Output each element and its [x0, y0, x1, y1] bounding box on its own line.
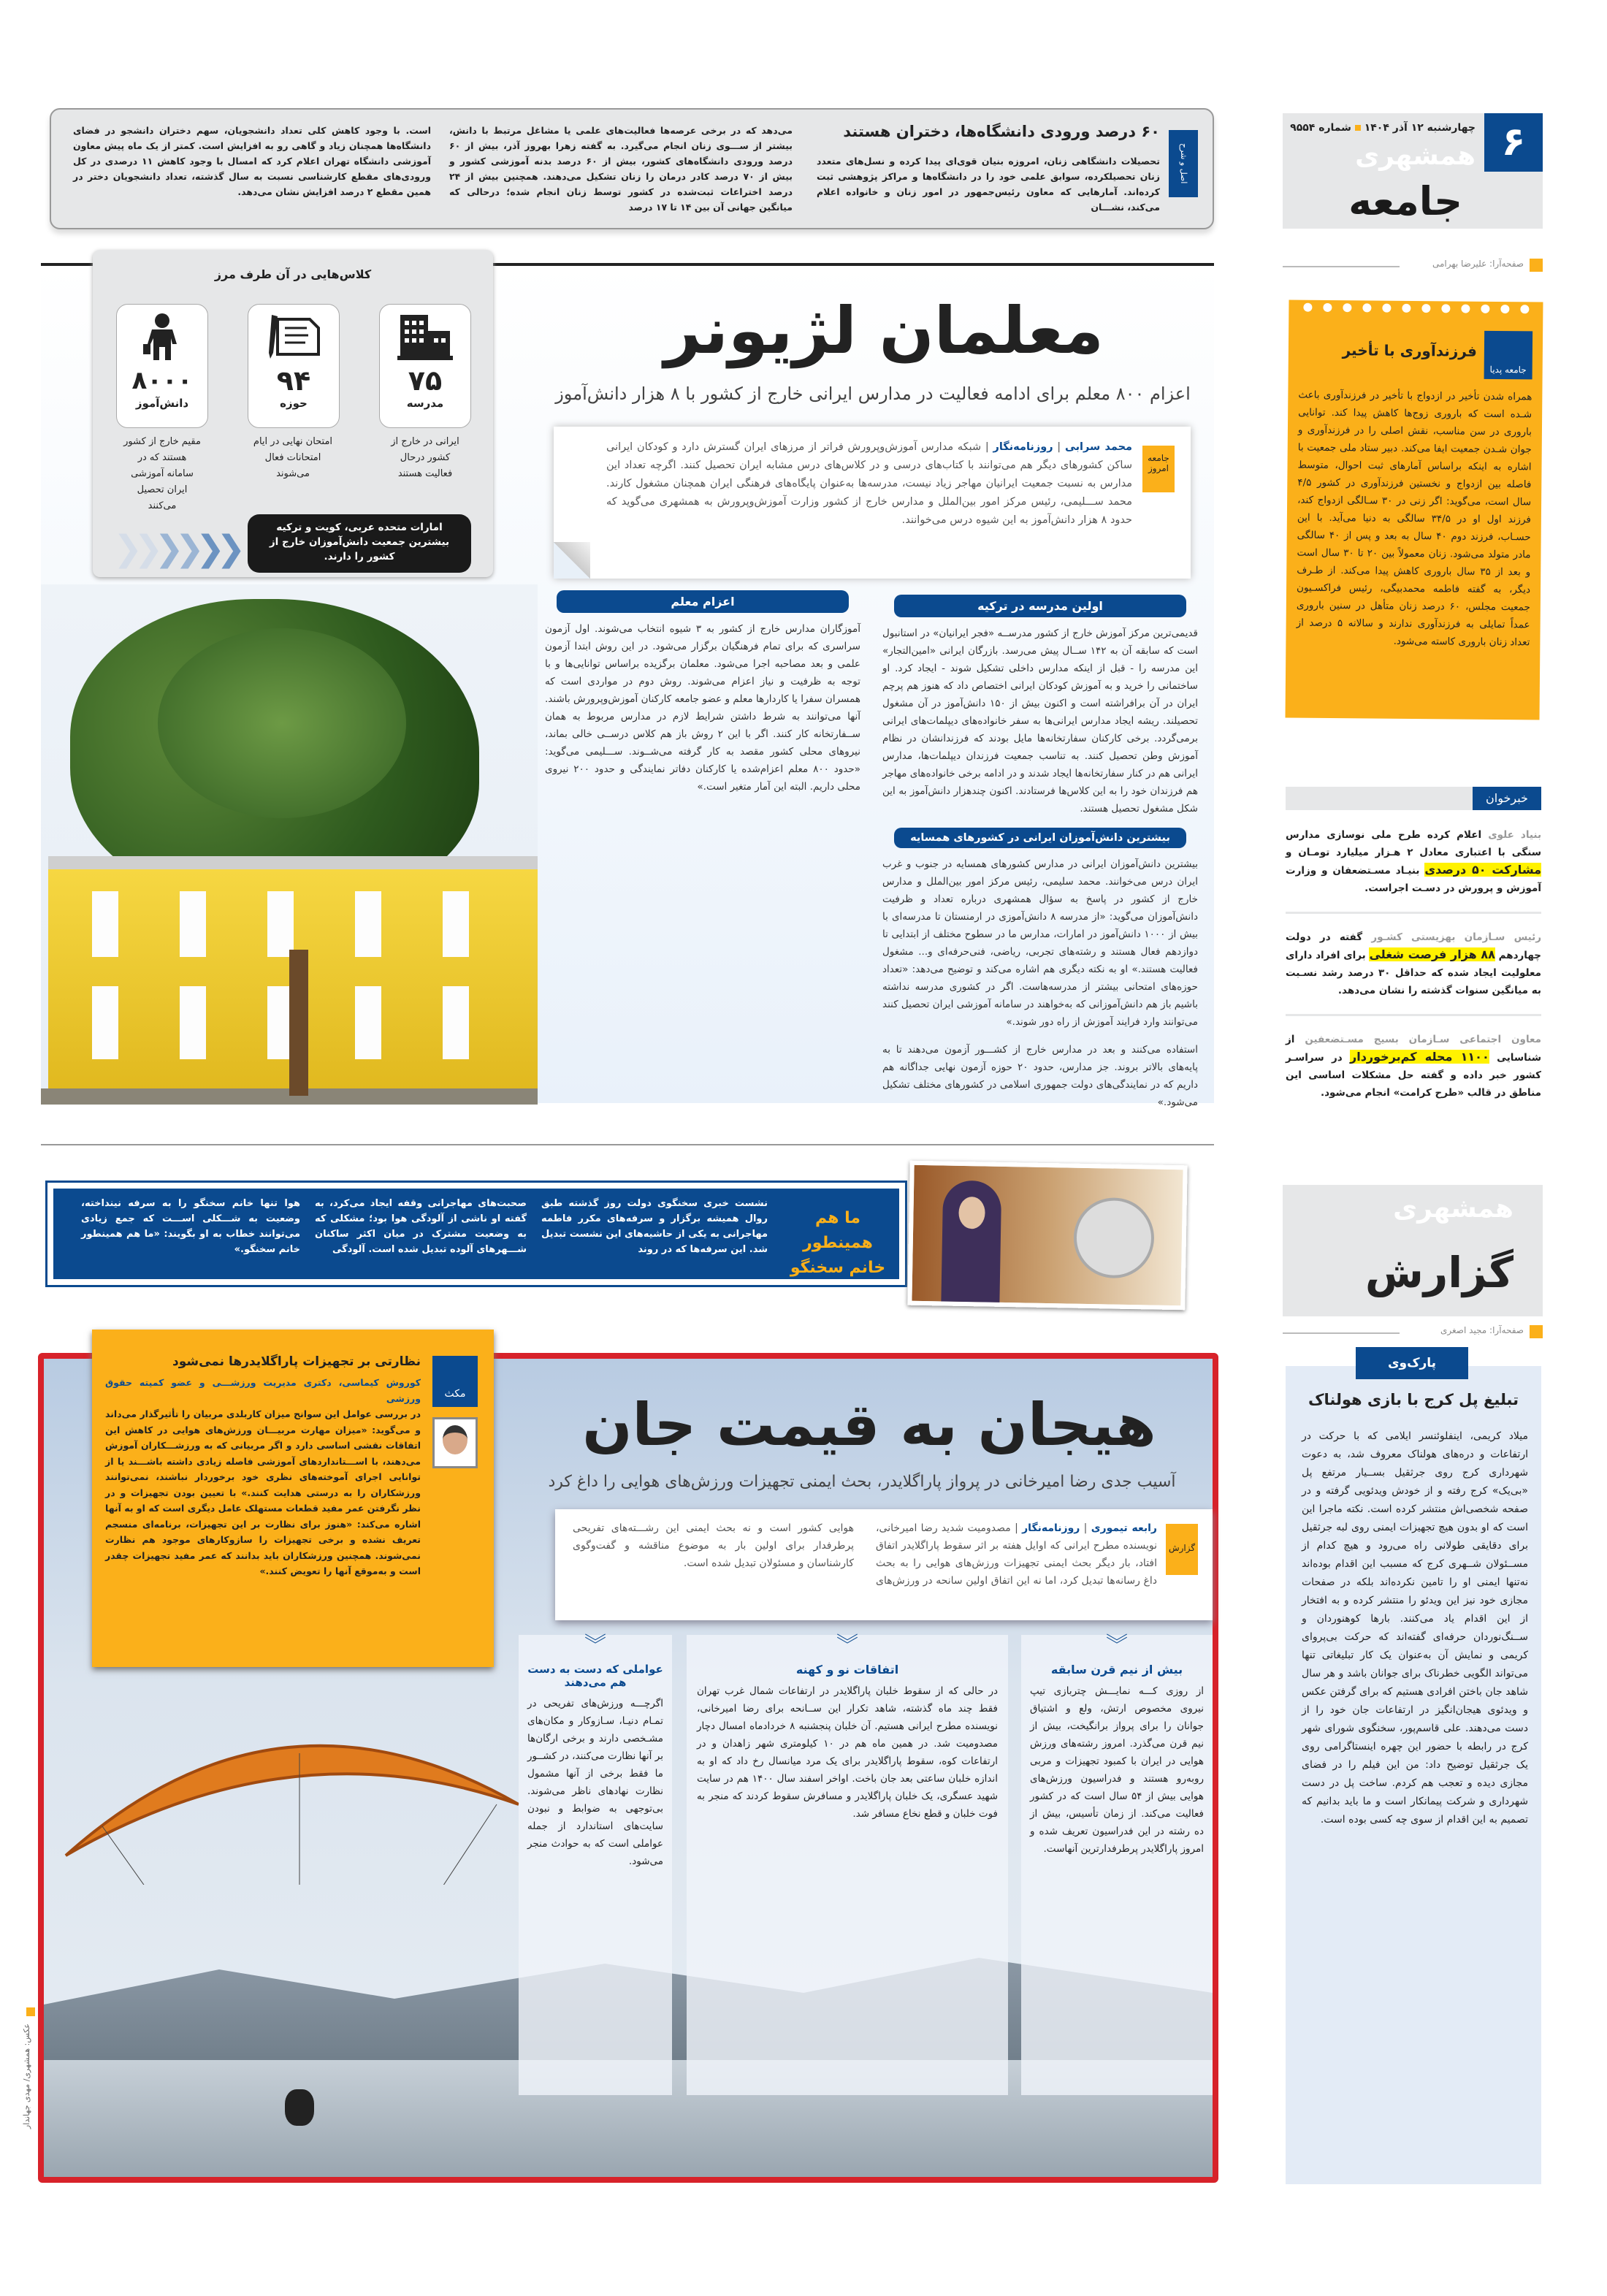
paraglider-wing — [58, 1695, 526, 1885]
paper-logo: همشهری — [1355, 141, 1476, 171]
top-strip-col3: است. با وجود کاهش کلی تعداد دانشجویان، سهم دختران دانشجو در فضای دانشگاه‌ها همچنان زیاد و گاهی رو به افزایش است. کمتر از یک ماه پیش معاون آموزشی دانشگاه تهران اعلام کرد که امسال با وجود کاهش ۱۱ درصدی در کل ورودی‌های مقطع کارشناسی نسبت به سال گذشته، تعداد دانشجویان دختر در همین مقطع ۲ درصد افزایش نشان می‌دهد. — [73, 125, 431, 197]
makth-byline: کوروش کیماسی، دکتری مدیریت ورزشـــی و عضو کمیته حقوق ورزشی — [105, 1377, 421, 1404]
top-strip-col2: می‌دهد که در برخی عرصه‌ها فعالیت‌های علمی یا مشاغل مرتبط با دانش، بیشتر از ســـوی زنان انجام می‌گیرد. به گفته زهرا بهروز آذر، بیش از ۶۰ درصد ورودی دانشگاه‌های کشور، بیش از ۶۰ درصد بدنه آموزشی کشور و بیش از ۷۰ درصد کادر درمان را زنان تشکیل می‌دهند. همچنین بیش از ۲۴ درصد اختراعات ثبت‌شده در کشور توسط زنان انجام شده؛ درحالی که میانگین جهانی آن بین ۱۴ تا ۱۷ درصد — [449, 125, 793, 213]
infographic — [93, 250, 493, 577]
body-continued: استفاده می‌کنند و بعد در مدارس خارج از کشـــور آزمون می‌دهند تا به پایه‌های بالاتر بروند. جز مدارس، حدود ۲۰ حوزه آزمون نهایی جداگانه هم داریم که در نمایندگی‌های دولت جمهوری اسلامی در کشورهای مختلف تشکیل می‌شود.» — [882, 1044, 1198, 1108]
author-name: محمد سرابی — [1064, 441, 1133, 453]
brief-item — [1286, 928, 1541, 999]
banner-title: ما هم همینطور خانم سخنگو — [790, 1209, 886, 1277]
author-role: روزنامه‌نگار — [993, 441, 1053, 453]
separator-square-icon — [1355, 125, 1361, 131]
brief-text: از شناسایی — [1286, 1034, 1541, 1064]
section-divider — [41, 1144, 1214, 1145]
stat-desc: مقیم خارج از کشور هستند که در سامانه آموزشی ایران تحصیل می‌کنند — [123, 436, 201, 511]
brief-rest: بنیـاد مسـتضعفان و وزارت آموزش و پرورش در دسـت اجراست. — [1286, 865, 1541, 894]
column-text: از روزی کـــه نمایـــش چتربازی تیپ نیروی مخصوص ارتش، ولع و اشتیاق جوانان را برای پرواز برانگیخت، بیش از نیم قرن می‌گذرد. امروز رشته‌های ورزش هوایی در ایران با کمبود تجهیزات و مربی روبه‌رو هستند و فدراسیون ورزش‌های هوایی بیش از ۵۴ سال است که در کشور فعالیت می‌کند. از زمان تأسیس، بیش از ده رشته در این فدراسیون تعریف شده و امروز پاراگلایدر پرطرفدارترین آنهاست. — [1030, 1685, 1204, 1855]
column-title: اتفاقات نو و کهنه — [795, 1663, 899, 1677]
banner-col2: صحبت‌های مهاجرانی وقفه ایجاد می‌کرد، به گفته او ناشی از آلودگی هوا بود؛ مشکلی که به وضعیت مشترک در میان اکثر ساکنان شـــهرهای آلوده تبدیل شده است. آلودگی — [315, 1198, 527, 1255]
student-icon — [133, 312, 191, 362]
brief-item — [1286, 826, 1541, 897]
author-role: روزنامه‌نگار — [1022, 1522, 1080, 1534]
credit-marker-icon — [1530, 1325, 1543, 1338]
body-first-school: قدیمی‌ترین مرکز آموزش خارج از کشور مدرســه «فجر ایرانیان» در استانبول است که سابقه آن به ۱۴۲ ســال پیش می‌رسد. بازرگان ایرانی «امین‌التجار» این مدرسه را - قبل از اینکه مدارس داخلی تشکیل شوند - ایجاد کرد. او ساختمانی را خرید و به آموزش کودکان ایرانی اختصاص داد که هنوز هم پرچم ایران در آن برافراشته است و اکنون بیش از ۱۵۰ دانش‌آموز در آن مشغول تحصیلند. ریشه ایجاد مدارس ایرانی‌ها به سفر خانواده‌های دیپلمات‌های ایرانی برمی‌گردد. برخی کارکنان سفارتخانه‌ها مایل بودند که فرزندانشان در نظام آموزش وطن تحصیل کنند. به تناسب جمعیت فرزندان دیپلمات‌ها، مدارس ایرانی هم در کنار سفارتخانه‌ها ایجاد شدند و در ادامه برخی خانواده‌های مهاجر هم فرزندان خود را به این کلاس‌ها فرستادند. اکنون چندهزار دانش‌آموز به این شکل مشغول تحصیل هستند. — [882, 628, 1199, 815]
parkway-box — [1286, 1356, 1541, 2184]
brief-rest: در سراسـر کشور خبر داده و گفته حل مشکلات اساسی این مناطق در قالب «طرح کرامت» انجام می‌شود. — [1286, 1052, 1541, 1099]
speaker-photo — [907, 1161, 1187, 1311]
brief-text: گفته در دولت چهاردهم — [1286, 931, 1542, 961]
issue-number: شماره ۹۵۵۴ — [1290, 122, 1351, 134]
note-title: فرزندآوری با تأخیر — [1342, 341, 1478, 360]
banner-col3: هوا تنها خانم سخنگو را به سرفه نینداخته، وضعیت به شـــکلی اســـت که جمع زیادی می‌توانند خطاب به او بگویند: «ما هم همینطور خانم سخنگو.» — [81, 1198, 300, 1255]
page-number: ۶ — [1484, 113, 1543, 172]
date-line — [1290, 122, 1476, 134]
masthead — [1283, 113, 1543, 229]
page-curl-icon — [554, 542, 590, 579]
note-tag: جامعه پدیا — [1484, 331, 1533, 380]
brief-source: معاون اجتماعی سـازمان بسیج مسـتضعفین — [1305, 1034, 1541, 1045]
makth-box — [92, 1330, 494, 1667]
section-title: جامعه — [1348, 178, 1462, 224]
infographic-title: کلاس‌هایی در آن طرف مرز — [214, 267, 372, 281]
lead-tag: گزارش — [1166, 1524, 1198, 1575]
column-title: عواملی که دست به دست هم می‌دهند — [527, 1663, 663, 1689]
top-strip-tag: اصل و شرح — [1169, 130, 1198, 197]
report-column — [519, 1635, 672, 2095]
brief-source: بنیاد علوی — [1488, 829, 1542, 841]
designer-credit — [1283, 1324, 1543, 1340]
expert-photo — [432, 1417, 478, 1468]
brief-text: اعلام کرده طرح ملی نوسازی مدارس سنگی با اعتباری معادل ۲ هـزار میلیارد تومـان و — [1286, 829, 1541, 858]
column-text: در حالی که از سقوط خلبان پاراگلایدر در ارتفاعات شمال غرب تهران فقط چند ماه گذشته، شاهد تکرار این ســانحه برای رضا امیرخانی، نویسنده مطرح ایرانی هستیم. آن خلبان پنجشنبه ۸ خردادماه امسال دچار مصدومیت شد. در همین ماه هم در ۱۰ کیلومتری شهر زاهدان و در ارتفاعات کوه، سقوط پاراگلایدر برای یک مرد میانسال رخ داد که او به اندازه خلبان ساعتی بعد جان باخت. اواخر اسفند سال ۱۴۰۰ هم در سایت شهید عسگری، یک خلبان پاراگلایدر و مسافرش سقوط کردند که منجر به فوت خلبان و قطع نخاع مسافر شد. — [697, 1685, 999, 1820]
subhead-first-school: اولین مدرسه در ترکیه — [894, 595, 1186, 617]
double-chevron-down-icon: ︾ — [1106, 1633, 1128, 1658]
stat-value: ۹۴ — [276, 365, 311, 397]
lead-tag: جامعه امروز — [1142, 446, 1175, 492]
report-masthead — [1283, 1185, 1543, 1316]
stat-desc: ایرانی در خارج از کشور درحال فعالیت هستند — [391, 436, 459, 479]
subhead-teacher-dispatch: اعزام معلم — [557, 590, 849, 613]
makth-tag: مکث — [432, 1356, 478, 1407]
brief-source: رئیس سـازمان بهزیستی کشـور — [1371, 931, 1542, 943]
makth-body: در بررسی عوامل این سوانح میزان کاربلدی مربیان را تأثیرگذار می‌داند و می‌گوید: «میزان مهارت مربیـــان ورزش‌های هوایی در کاهش این اتفاقات نقشی اساسی دارد و اگر مربیانی که به ورزشـــکاران آموزش می‌دهند، با اســـتانداردهای آموزشی فاصله زیادی داشته باشـــند یا از توانایی اجرای آموخته‌های نظری خود برخوردار نباشند، نمی‌توانند ورزشکاران را به درستی هدایت کنند.» با تعیین بودن تجهیزات و در نظر نگرفتن عمر مفید قطعات مستهلک عامل دیگری است که او به آنها اشاره می‌کند: «هنوز برای نظارت بر این تجهیزات، برنامه‌ای منسجم تعریف نشده و برخی تجهیزات را سازوکارهای موجود هم نظارت نمی‌شوند. همچنین ورزشکاران باید بدانند که عمر مفید تجهیزات چقدر است و به‌موقع آنها را تعویض کنند.» — [105, 1408, 421, 1576]
author-name: رابعه تیموری — [1091, 1522, 1157, 1534]
column-text: اگرچـــه ورزش‌های تفریحی در تمـام دنیـا، سـازوکار و مکان‌های مشـخصی دارند و برخی ارگان‌ها بر آنها نظارت می‌کنند، در کشــور ما فقط برخی از آنها مشمول نظارت نهادهای ناظر می‌شوند. بی‌توجهی به ضوابط و نبودن سایت‌های استاندارد از جمله عواملی است که به حوادث منجر می‌شود. — [527, 1698, 663, 1867]
bottom-lead-box — [555, 1509, 1213, 1620]
stat-desc: امتحان نهایی در ایام امتحانات فعال می‌شوند — [253, 436, 333, 479]
makth-content — [105, 1351, 421, 1579]
yellow-note — [1286, 300, 1543, 720]
subhead-neighbor-countries: بیشترین دانش‌آموزان ایرانی در کشورهای همسایه — [894, 828, 1186, 848]
parkway-title: تبلیغ پل کرج با بازی هولناک — [1308, 1391, 1519, 1408]
stat-value: ۸۰۰۰ — [131, 366, 193, 395]
paraglider-pilot — [285, 2089, 314, 2126]
brief-item — [1286, 1031, 1541, 1102]
main-story-columns — [545, 590, 1198, 1134]
lead-text: محمد سرابی | روزنامه‌نگار | شبکه مدارس آموزش‌وپرورش فراتر از مرزهای ایران گسترش دارد و کودکان ایرانی ساکن کشورهای دیگر هم می‌توانند با کتاب‌های درسی و در کلاس‌های درس مشابه ایران تحصیل کنند. اگرچه تعداد این مدارس به نسبت جمعیت ایرانیان مهاجر زیاد نیست، مدرسه‌ها به‌عنوان پایگاه‌های فرهنگی ایران همچنان مشغول کارند. محمد ســـلیمی، رئیس مرکز امور بین‌الملل و مدارس خارج از کشور وزارت آموزش‌وپرورش به همشهری می‌گوید که حدود ۸ هزار دانش‌آموز به این شیوه درس می‌خوانند. — [606, 441, 1133, 526]
stat-card — [379, 304, 471, 428]
banner-col1: نشست خبری سخنگوی دولت روز گذشته طبق روال همیشه برگزار و سرفه‌های مکرر فاطمه مهاجرانی به یکی از حاشیه‌های این نشست تبدیل شد. این سرفه‌ها که در روند — [541, 1198, 768, 1255]
report-column — [687, 1635, 1008, 2095]
body-teacher-dispatch: آموزگاران مدارس خارج از کشور به ۳ شیوه انتخاب می‌شوند. اول آزمون سراسری که برای تمام فرهنگیان برگزار می‌شود. در این روش ابتدا آزمون علمی و بعد مصاحبه اجرا می‌شود. معلمان برگزیده براساس توانایی‌ها و با توجه به ظرفیت و نیاز اعزام می‌شوند. روش دوم در مواردی است که همسران سفرا یا کاردارها معلم و عضو جامعه کارکنان آموزش‌وپرورش باشند. آنها می‌توانند به شرط داشتن شرایط لازم در مدارس مربوط به همان ســفارتخانه کار کنند. اگر با این ۲ روش باز هم کلاس درســی خالی بماند، نیروهای محلی کشور مقصد به کار گرفته می‌شــوند. ســـلیمی می‌گوید: «حدود ۸۰۰ معلم اعزام‌شده یا کارکنان دفاتر نمایندگی و حدود ۲۰۰ نیروی محلی داریم. البته این آمار متغیر است.» — [545, 623, 860, 793]
designer-credit — [1283, 257, 1543, 273]
lead-paragraph: شبکه مدارس آموزش‌وپرورش فراتر از مرزهای ایران گسترش دارد و کودکان ایرانی ساکن کشورهای دیگر هم می‌توانند با کتاب‌های درسی و در کلاس‌های درس مشابه ایران تحصیل کنند. اگرچه تعداد این مدارس به نسبت جمعیت ایرانیان مهاجر زیاد نیست، مدرسه‌ها به‌عنوان پایگاه‌های فرهنگی ایران همچنان مشغول کارند. محمد ســـلیمی، رئیس مرکز امور بین‌الملل و مدارس خارج از کشور وزارت آموزش‌وپرورش به همشهری می‌گوید که حدود ۸ هزار دانش‌آموز به این شیوه درس می‌خوانند. — [606, 441, 1132, 526]
column-title: بیش از نیم قرن سابقه — [1050, 1663, 1183, 1677]
designer-name: صفحه‌آرا: مجید اصغری — [1440, 1325, 1524, 1335]
speaker-banner — [45, 1181, 907, 1287]
news-brief — [1286, 787, 1541, 1115]
spiral-holes — [1289, 300, 1543, 316]
brief-highlight: ۱۱۰۰ محله کم‌برخوردار — [1350, 1050, 1489, 1064]
news-brief-title: خبرخوان — [1473, 787, 1541, 810]
section-title: گزارش — [1364, 1248, 1514, 1297]
photo-credit: عکس: همشهری/ مهدی جهاندار — [22, 2024, 31, 2129]
lead-paragraph: مصدومیت شدید رضا امیرخانی، نویسنده مطرح ایرانی که اوایل هفته بر اثر سقوط پاراگلایدر اتفاق افتاد، بار دیگر بحث ایمنی تجهیزات ورزش‌های هوایی را به بحث داغ رسانه‌ها تبدیل کرد، اما نه این اتفاق اولین سانحه در ورزش‌های هوایی کشور است و نه بحث ایمنی این رشـــته‌های تفریحی پرطرفدار برای اولین بار به موضوع مناقشه و گفت‌وگوی کارشناسان و مسئولان تبدیل شده است. — [573, 1522, 1157, 1587]
main-lead-box — [554, 427, 1191, 579]
credit-marker-icon — [26, 2007, 35, 2016]
stat-card — [248, 304, 340, 428]
lead-text: رابعه تیموری | روزنامه‌نگار | مصدومیت شدید رضا امیرخانی، نویسنده مطرح ایرانی که اوایل هفته بر اثر سقوط پاراگلایدر اتفاق افتاد، بار دیگر بحث ایمنی تجهیزات ورزش‌های هوایی را به بحث داغ رسانه‌ها تبدیل کرد، اما نه این اتفاق اولین سانحه در ورزش‌های هوایی کشور است و نه بحث ایمنی این رشـــته‌های تفریحی پرطرفدار برای اولین بار به موضوع مناقشه و گفت‌وگوی کارشناسان و مسئولان تبدیل شده است. — [573, 1522, 1157, 1587]
bottom-headline: هیجان به قیمت جان — [582, 1391, 1156, 1459]
callout-box: امارات متحده عربی، کویت و ترکیه بیشترین جمعیت دانش‌آموزان خارج از کشور را دارند. — [248, 514, 471, 573]
main-headline: معلمان لژیونر — [664, 293, 1104, 368]
parkway-tag: پارک‌وی — [1356, 1347, 1468, 1379]
top-strip-title: ۶۰ درصد ورودی دانشگاه‌ها، دختران هستند — [843, 123, 1160, 140]
school-photo — [41, 584, 538, 1105]
double-chevron-down-icon: ︾ — [584, 1633, 606, 1658]
stat-value: ۷۵ — [408, 365, 443, 397]
main-subtitle: اعزام ۸۰۰ معلم برای ادامه فعالیت در مدارس ایرانی خارج از کشور با ۸ هزار دانش‌آموز — [555, 384, 1191, 404]
parkway-body: میلاد کریمی، اینفلوئنسر ایلامی که با حرکت در ارتفاعات و دره‌های هولناک معروف شد، به دعوت شهرداری کرج روی جرثقیل بســیار مرتفع پل «بی‌یک» کرج رفته و از خودش ویدئویی گرفته و در صفحه شخصی‌اش منتشر کرده است. نکته ماجرا این است که او بدون هیچ تجهیزات ایمنی روی لبه جرثقیل برای دقایقی طولانی راه می‌رود و هیچ کدام از مســئولان شــهری کرج که مسبب این اقدام بوده‌اند نه‌تنها ایمنی او را تامین نکرده‌اند بلکه در صفحات مجازی خود نیز این ویدئو را منتشر کرده و به افتخار از این اقدام یاد می‌کنند. بارها کوهنوردان و ســنگ‌نوردان حرفه‌ای گفته‌اند که حرکت بی‌پروای کریمی و نمایش آن به‌عنوان یک کار تبلیغاتی تنها می‌تواند الگویی خطرناک برای جوانان باشد و هر سال شاهد جان باختن افرادی هستیم که برای گرفتن عکس و ویدئوی هیجان‌انگیز در ارتفاعات جان خود را از دست می‌دهند. علی قاسم‌پور، سخنگوی شورای شهر کرج در رابطه با حضور این چهره اینستاگرامی روی یک جرثقیل توضیح داد: من این فیلم را در فضای مجازی دیده و تعجب هم کردم. ساخت پل در دست شهرداری و شرکت پیمانکار است و ما باید بدانیم که تصمیم به این اقدام از سوی چه کسی بوده است. — [1302, 1430, 1528, 1826]
date: چهارشنبه ۱۲ آذر ۱۴۰۴ — [1364, 122, 1476, 134]
top-strip-col1: تحصیلات دانشگاهی زنان، امروزه بنیان قوی‌ای پیدا کرده و نسل‌های متعدد زنان تحصیلکرده، سوابق علمی خود را در دانشگاه‌ها و مراکز پژوهشی ثبت کرده‌اند. آمارهایی که معاون رئیس‌جمهور در امور زنان و خانواده اعلام می‌کند، نشـــان — [817, 156, 1160, 213]
exam-paper-pen-icon — [264, 312, 323, 362]
stat-unit: مدرسه — [406, 397, 444, 410]
double-chevron-down-icon: ︾ — [836, 1633, 858, 1658]
note-body: همراه شدن تأخیر در ازدواج با تأخیر در فرزندآوری باعث شـده است که باروری زوج‌ها کاهش پیدا کند. توانایی باروری در سن مناسب، نقش اصلی را در فرزندآوری و جوان شـدن جمعیت ایفا می‌کند. دبیر ستاد ملی جمعیت با اشاره به اینکه براساس آمارهای ثبت احوال، متوسط فاصله بین ازدواج و نخستین فرزندآوری در کشور ۴/۵ سال است، می‌گوید: اگر زنی در ۳۰ سـالگی ازدواج کند، فرزند اول او در ۳۴/۵ سالگی به دنیا می‌آید. با این حسـاب، فرزند دوم ۴۰ سال به بعد و پس از ۴۰ سالگی مادر متولد می‌شود. زنان معمولاً بین ۲۰ تا ۳۰ سال است و بعد از ۳۵ سال باروری کاهش پیدا می‌کند. از طـرف دیگر، به گفته فاطمه محمدبیگی، رئیس فراکسـیون جمعیت مجلس، ۶۰ درصد زنان متأهل در سنین باروری عمداً تمایلی به فرزندآوری ندارند و سالانه ۵ درصد از تعداد زنان باروری کاسته می‌شود. — [1296, 389, 1532, 649]
credit-marker-icon — [1530, 259, 1543, 272]
brief-rest: برای افراد دارای معلولیت ایجاد شده که حداقل ۳۰ درصد رشد نسـبت به میانگین سنوات گذشته را نشان می‌دهد. — [1286, 950, 1541, 996]
chevrons-icon: ❯❯❯❯❯❯ — [113, 528, 237, 569]
makth-title: نظارتی بر تجهیزات پاراگلایدرها نمی‌شود — [172, 1354, 421, 1369]
school-building-icon — [396, 312, 454, 362]
stat-unit: دانش‌آموز — [135, 397, 189, 410]
brief-highlight: ۸۸ هزار فرصت شغلی — [1369, 947, 1495, 961]
paper-logo: همشهری — [1393, 1194, 1514, 1224]
top-strip — [50, 108, 1214, 229]
designer-name: صفحه‌آرا: علیرضا بهرامی — [1432, 259, 1524, 269]
bottom-subtitle: آسیب جدی رضا امیرخانی در پرواز پاراگلایدر، بحث ایمنی تجهیزات ورزش‌های هوایی را داغ کرد — [548, 1473, 1176, 1491]
brief-highlight: مشارکت ۵۰ درصدی — [1424, 863, 1541, 877]
report-column — [1021, 1635, 1213, 2095]
body-neighbor-countries: بیشترین دانش‌آموزان ایرانی در مدارس کشورهای همسایه در جنوب و غرب ایران درس می‌خوانند. محمد سلیمی، رئیس مرکز امور بین‌الملل و مدارس خارج از کشور در پاسخ به سؤال همشهری درباره تعداد و ظرفیت دانش‌آموزان می‌گوید: «از مدرسه ۸ دانش‌آموزی در ارمنستان تا مدرسه‌ای با بیش از ۱۰۰۰ دانش‌آموز در امارات، مدارس ما در سطوح مختلف از ابتدایی تا دوازدهم فعال هستند و رشته‌های تجربی، ریاضی، فنی‌حرفه‌ای و... مشغول فعالیت هستند.» او به نکته دیگری هم اشاره می‌کند و توضیح می‌دهد: «تعداد حوزه‌های امتحانی بیشتر از مدرسه‌هاست. اگر در کشوری مدرسه نداشته باشیم باز هم دانش‌آموزانی که به‌خواهند در سامانه آموزشی ایران تحصیل کنند می‌توانند وارد فرایند آموزش از راه دور شوند.» — [882, 858, 1199, 1028]
stat-unit: حوزه — [280, 397, 308, 410]
stat-card — [116, 304, 208, 428]
